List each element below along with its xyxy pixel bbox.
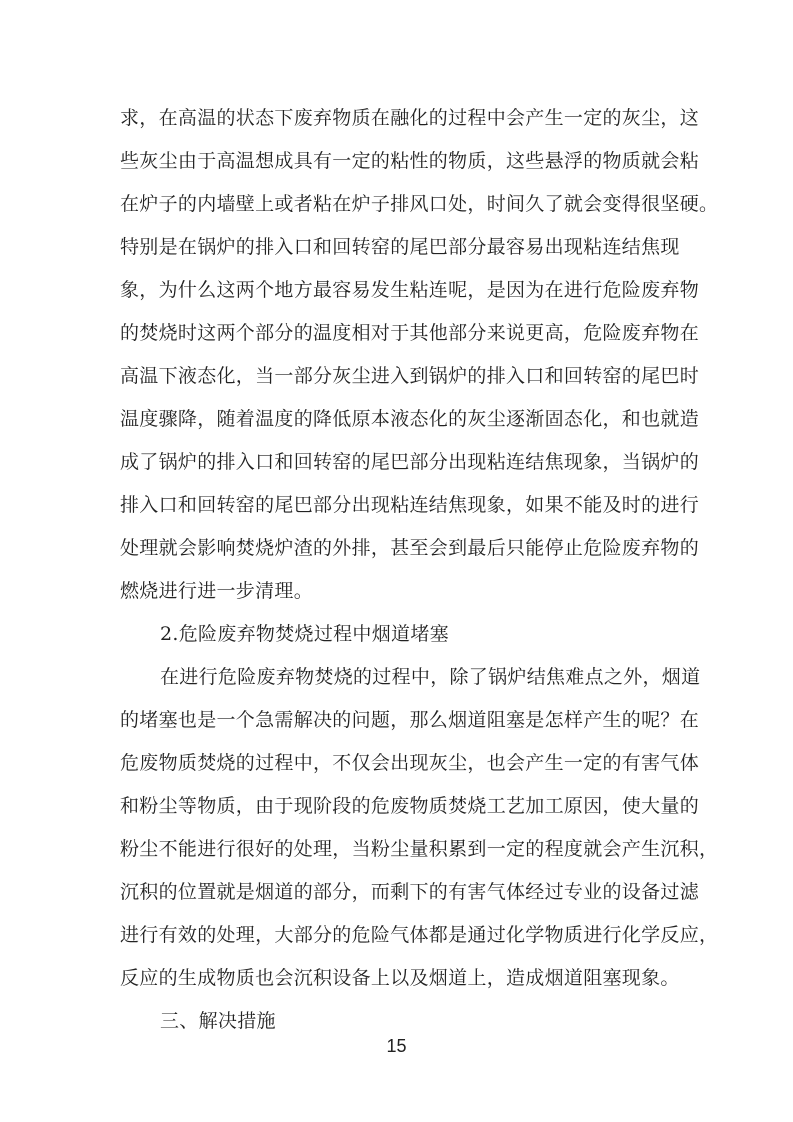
body-line-19: 沉积的位置就是烟道的部分，而剩下的有害气体经过专业的设备过滤 xyxy=(120,881,700,903)
page-number: 15 xyxy=(386,1036,407,1056)
section-heading-3: 三、解决措施 xyxy=(160,1010,276,1032)
body-line-15: 的堵塞也是一个急需解决的问题，那么烟道阻塞是怎样产生的呢？在 xyxy=(120,709,700,731)
body-line-12: 燃烧进行进一步清理。 xyxy=(120,580,314,602)
body-line-21: 反应的生成物质也会沉积设备上以及烟道上，造成烟道阻塞现象。 xyxy=(120,967,680,989)
body-line-10: 排入口和回转窑的尾巴部分出现粘连结焦现象，如果不能及时的进行 xyxy=(120,494,700,516)
body-line-3: 在炉子的内墙壁上或者粘在炉子排风口处，时间久了就会变得很坚硬。 xyxy=(120,193,719,215)
body-line-20: 进行有效的处理，大部分的危险气体都是通过化学物质进行化学反应， xyxy=(120,924,719,946)
body-line-17: 和粉尘等物质，由于现阶段的危废物质焚烧工艺加工原因，使大量的 xyxy=(120,795,700,817)
body-line-6: 的焚烧时这两个部分的温度相对于其他部分来说更高，危险废弃物在 xyxy=(120,322,700,344)
body-line-5: 象，为什么这两个地方最容易发生粘连呢，是因为在进行危险废弃物 xyxy=(120,279,700,301)
body-line-16: 危废物质焚烧的过程中，不仅会出现灰尘，也会产生一定的有害气体 xyxy=(120,752,700,774)
body-line-4: 特别是在锅炉的排入口和回转窑的尾巴部分最容易出现粘连结焦现 xyxy=(120,236,680,258)
body-line-18: 粉尘不能进行很好的处理，当粉尘量积累到一定的程度就会产生沉积， xyxy=(120,838,719,860)
body-line-11: 处理就会影响焚烧炉渣的外排，甚至会到最后只能停止危险废弃物的 xyxy=(120,537,700,559)
body-line-14: 在进行危险废弃物焚烧的过程中，除了锅炉结焦难点之外，烟道 xyxy=(160,666,701,688)
body-line-1: 求，在高温的状态下废弃物质在融化的过程中会产生一定的灰尘，这 xyxy=(120,107,700,129)
section-heading-2: 2.危险废弃物焚烧过程中烟道堵塞 xyxy=(160,623,449,645)
body-line-2: 些灰尘由于高温想成具有一定的粘性的物质，这些悬浮的物质就会粘 xyxy=(120,150,700,172)
body-line-7: 高温下液态化，当一部分灰尘进入到锅炉的排入口和回转窑的尾巴时 xyxy=(120,365,700,387)
body-line-8: 温度骤降，随着温度的降低原本液态化的灰尘逐渐固态化，和也就造 xyxy=(120,408,700,430)
body-line-9: 成了锅炉的排入口和回转窑的尾巴部分出现粘连结焦现象，当锅炉的 xyxy=(120,451,700,473)
